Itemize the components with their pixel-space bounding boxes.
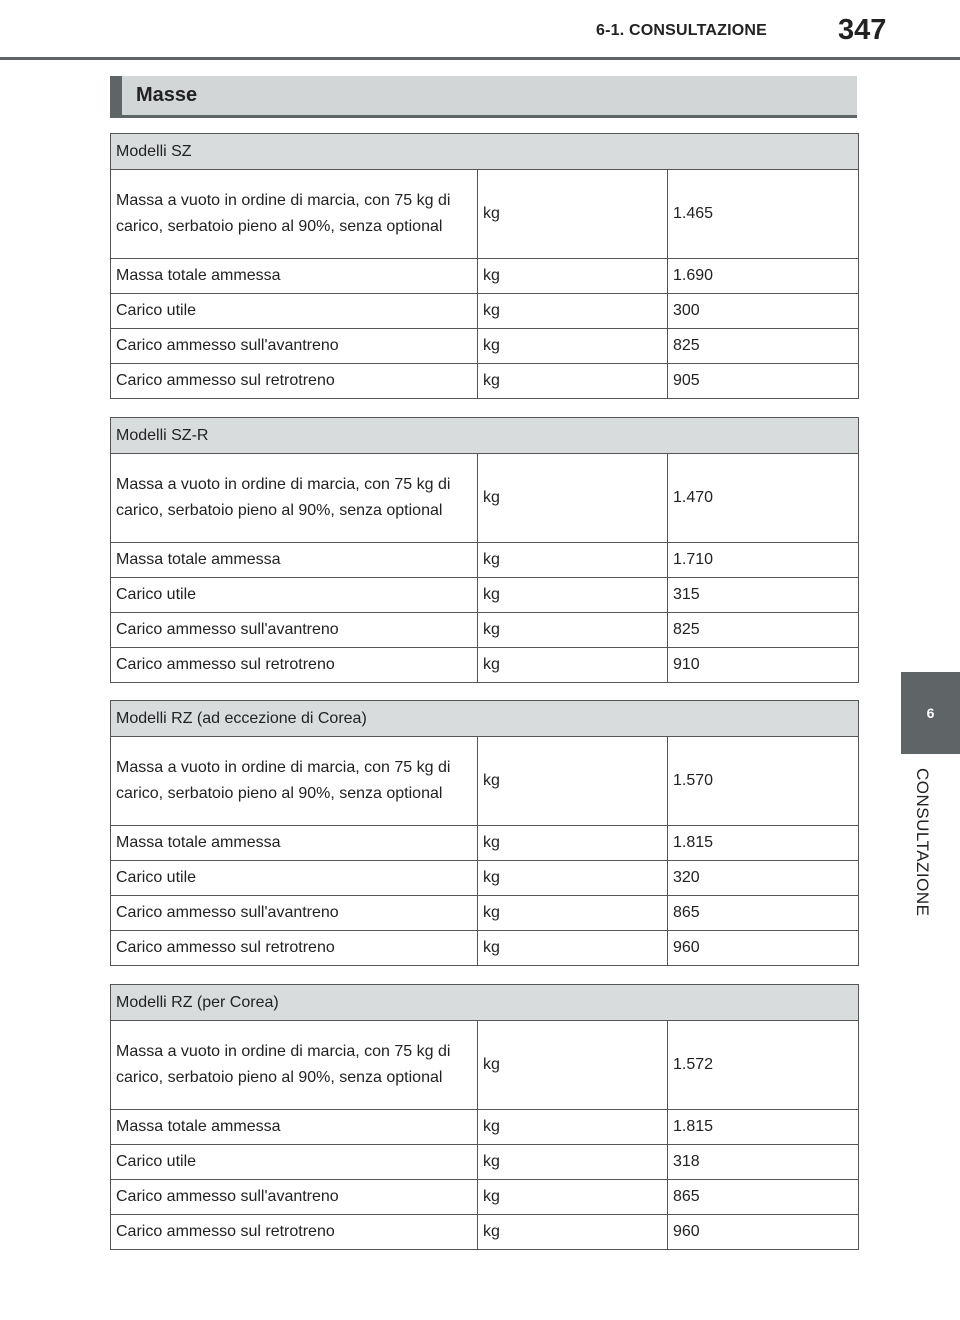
row-value: 315 bbox=[668, 578, 859, 613]
row-label: Carico utile bbox=[111, 578, 478, 613]
row-unit: kg bbox=[478, 454, 668, 543]
row-value: 825 bbox=[668, 329, 859, 364]
row-unit: kg bbox=[478, 1110, 668, 1145]
row-unit: kg bbox=[478, 294, 668, 329]
header-rule bbox=[0, 57, 960, 60]
table-row bbox=[111, 931, 859, 966]
row-value: 1.710 bbox=[668, 543, 859, 578]
spec-table-rz-korea bbox=[110, 984, 859, 1250]
row-value: 1.690 bbox=[668, 259, 859, 294]
row-unit: kg bbox=[478, 1180, 668, 1215]
row-unit: kg bbox=[478, 364, 668, 399]
row-unit: kg bbox=[478, 613, 668, 648]
spec-table-sz-r bbox=[110, 417, 859, 683]
table-row bbox=[111, 896, 859, 931]
table-row bbox=[111, 613, 859, 648]
row-unit: kg bbox=[478, 578, 668, 613]
row-value: 960 bbox=[668, 931, 859, 966]
row-value: 320 bbox=[668, 861, 859, 896]
table-row bbox=[111, 454, 859, 543]
table-row bbox=[111, 259, 859, 294]
row-label: Carico ammesso sul retrotreno bbox=[111, 1215, 478, 1250]
row-unit: kg bbox=[478, 259, 668, 294]
row-value: 905 bbox=[668, 364, 859, 399]
row-unit: kg bbox=[478, 543, 668, 578]
chapter-title: 6-1. CONSULTAZIONE bbox=[596, 22, 768, 39]
row-label: Massa totale ammessa bbox=[111, 543, 478, 578]
row-unit: kg bbox=[478, 1145, 668, 1180]
chapter-tab-number: 6 bbox=[926, 705, 935, 721]
row-value: 1.572 bbox=[668, 1021, 859, 1110]
row-unit: kg bbox=[478, 737, 668, 826]
row-unit: kg bbox=[478, 826, 668, 861]
row-label: Massa totale ammessa bbox=[111, 259, 478, 294]
table-row bbox=[111, 294, 859, 329]
spec-table-sz bbox=[110, 133, 859, 399]
table-row bbox=[111, 1110, 859, 1145]
row-value: 960 bbox=[668, 1215, 859, 1250]
row-label: Massa totale ammessa bbox=[111, 1110, 478, 1145]
row-value: 1.465 bbox=[668, 170, 859, 259]
chapter-tab-label: CONSULTAZIONE bbox=[913, 768, 932, 917]
row-label: Carico ammesso sul retrotreno bbox=[111, 648, 478, 683]
row-value: 1.815 bbox=[668, 1110, 859, 1145]
section-heading-bar bbox=[110, 76, 122, 115]
row-label: Carico ammesso sull'avantreno bbox=[111, 329, 478, 364]
table-row bbox=[111, 170, 859, 259]
row-label: Carico utile bbox=[111, 1145, 478, 1180]
page-header bbox=[0, 0, 960, 60]
table-model-row bbox=[111, 701, 859, 737]
row-unit: kg bbox=[478, 329, 668, 364]
section-heading bbox=[110, 76, 857, 118]
table-row bbox=[111, 737, 859, 826]
row-label: Massa a vuoto in ordine di marcia, con 75 kg di carico, serbatoio pieno al 90%, senza optional bbox=[111, 737, 478, 826]
row-unit: kg bbox=[478, 861, 668, 896]
row-unit: kg bbox=[478, 170, 668, 259]
row-label: Massa a vuoto in ordine di marcia, con 75 kg di carico, serbatoio pieno al 90%, senza optional bbox=[111, 454, 478, 543]
row-label: Massa a vuoto in ordine di marcia, con 75 kg di carico, serbatoio pieno al 90%, senza optional bbox=[111, 170, 478, 259]
row-value: 865 bbox=[668, 896, 859, 931]
row-label: Carico ammesso sul retrotreno bbox=[111, 364, 478, 399]
row-value: 1.470 bbox=[668, 454, 859, 543]
model-name: Modelli SZ bbox=[111, 134, 859, 170]
chapter-tab bbox=[901, 672, 960, 754]
table-model-row bbox=[111, 418, 859, 454]
row-label: Carico ammesso sull'avantreno bbox=[111, 613, 478, 648]
row-label: Carico utile bbox=[111, 861, 478, 896]
row-value: 910 bbox=[668, 648, 859, 683]
table-row bbox=[111, 861, 859, 896]
model-name: Modelli RZ (ad eccezione di Corea) bbox=[111, 701, 859, 737]
row-value: 865 bbox=[668, 1180, 859, 1215]
table-row bbox=[111, 364, 859, 399]
spec-table-rz-excl-korea bbox=[110, 700, 859, 966]
table-row bbox=[111, 1215, 859, 1250]
row-label: Carico ammesso sull'avantreno bbox=[111, 1180, 478, 1215]
row-unit: kg bbox=[478, 648, 668, 683]
row-label: Massa totale ammessa bbox=[111, 826, 478, 861]
row-label: Carico ammesso sul retrotreno bbox=[111, 931, 478, 966]
table-row bbox=[111, 826, 859, 861]
section-heading-text: Masse bbox=[136, 84, 198, 106]
table-row bbox=[111, 578, 859, 613]
row-value: 1.815 bbox=[668, 826, 859, 861]
table-row bbox=[111, 648, 859, 683]
row-unit: kg bbox=[478, 896, 668, 931]
page-number: 347 bbox=[838, 14, 887, 46]
table-row bbox=[111, 543, 859, 578]
row-label: Carico ammesso sull'avantreno bbox=[111, 896, 478, 931]
row-label: Massa a vuoto in ordine di marcia, con 75 kg di carico, serbatoio pieno al 90%, senza optional bbox=[111, 1021, 478, 1110]
model-name: Modelli SZ-R bbox=[111, 418, 859, 454]
row-unit: kg bbox=[478, 1021, 668, 1110]
row-value: 1.570 bbox=[668, 737, 859, 826]
row-label: Carico utile bbox=[111, 294, 478, 329]
table-row bbox=[111, 1021, 859, 1110]
table-model-row bbox=[111, 985, 859, 1021]
table-row bbox=[111, 1145, 859, 1180]
row-value: 825 bbox=[668, 613, 859, 648]
row-value: 300 bbox=[668, 294, 859, 329]
row-value: 318 bbox=[668, 1145, 859, 1180]
row-unit: kg bbox=[478, 931, 668, 966]
table-row bbox=[111, 329, 859, 364]
model-name: Modelli RZ (per Corea) bbox=[111, 985, 859, 1021]
row-unit: kg bbox=[478, 1215, 668, 1250]
table-row bbox=[111, 1180, 859, 1215]
table-model-row bbox=[111, 134, 859, 170]
